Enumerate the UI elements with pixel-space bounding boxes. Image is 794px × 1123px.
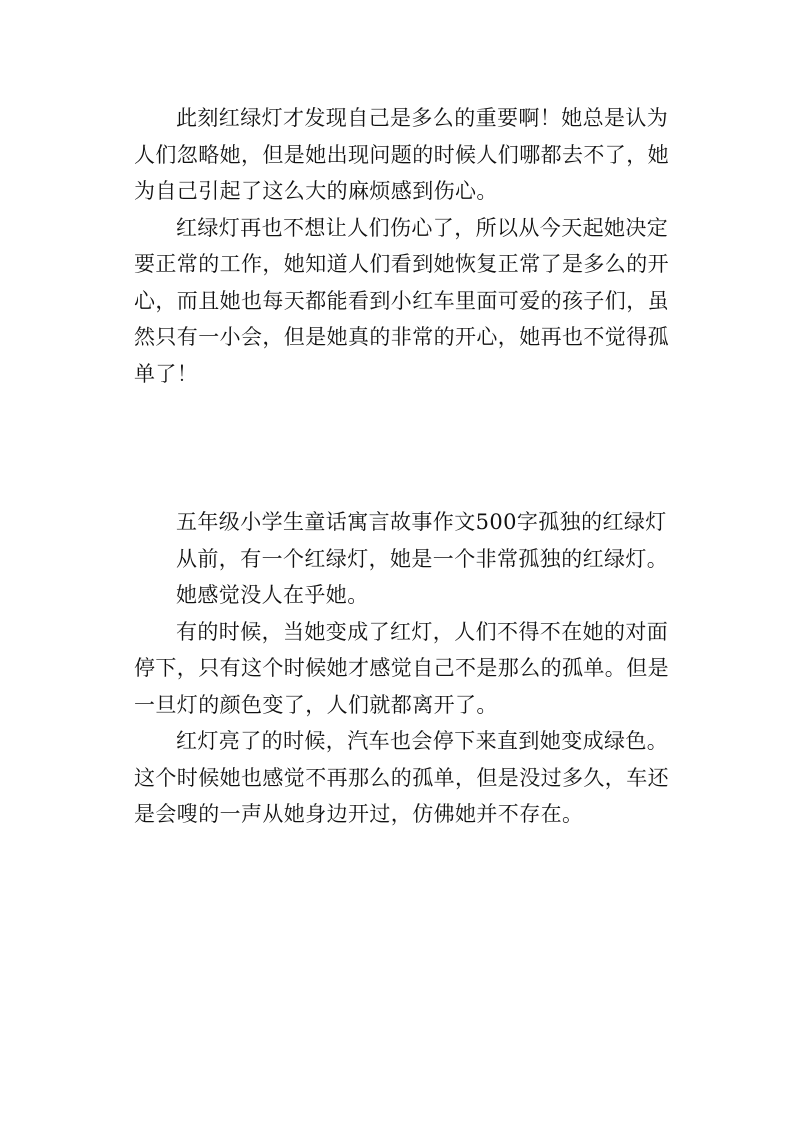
paragraph: 她感觉没人在乎她。: [176, 583, 369, 607]
paragraph: 有的时候，当她变成了红灯，人们不得不在她的对面停下，只有这个时候她才感觉自己不是那么的孤单。但是一旦灯的颜色变了，人们就都离开了。: [134, 619, 669, 717]
paragraph: 红灯亮了的时候，汽车也会停下来直到她变成绿色。这个时候她也感觉不再那么的孤单，但是没过多久，车还是会嗖的一声从她身边开过，仿佛她并不存在。: [134, 729, 669, 826]
document-page: [134, 100, 674, 833]
paragraph: 此刻红绿灯才发现自己是多么的重要啊！她总是认为人们忽略她，但是她出现问题的时候人们哪都去不了，她为自己引起了这么大的麻烦感到伤心。: [134, 106, 669, 203]
paragraph: 红绿灯再也不想让人们伤心了，所以从今天起她决定要正常的工作，她知道人们看到她恢复正常了是多么的开心，而且她也每天都能看到小红车里面可爱的孩子们，虽然只有一小会，但是她真的非常的开心，她再也不觉得孤单了！: [134, 215, 669, 386]
essay-title: 五年级小学生童话寓言故事作文500字孤独的红绿灯: [176, 510, 667, 534]
paragraph: 从前，有一个红绿灯，她是一个非常孤独的红绿灯。: [176, 546, 669, 571]
section-gap: [134, 392, 674, 504]
